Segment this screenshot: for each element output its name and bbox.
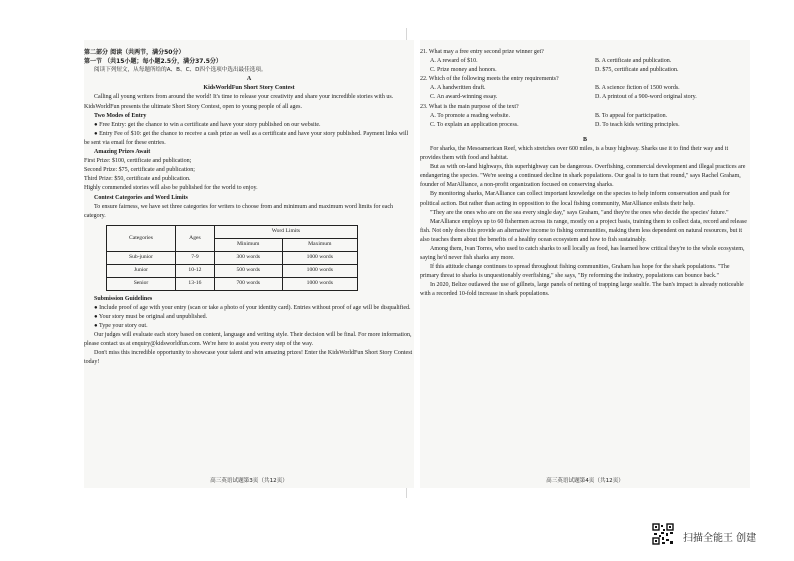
passage-b-paragraph-8: In 2020, Belize outlawed the use of gillnets, large panels of netting of trapping large sealife. The ban's impact is already noticeable with a recorded 10-fold increase in shark populations. [420, 282, 744, 298]
instruction: 阅读下列短文，从每题所给的A、B、C、D四个选项中选出最佳选项。 [94, 67, 267, 74]
page-footer-left: 高三英语试题第3页（共12页） [210, 478, 288, 484]
table-cell-category: Sub-junior [107, 251, 176, 264]
qr-code-icon [652, 523, 674, 545]
passage-b-paragraph-3: By monitoring sharks, MarAlliance can collect important knowledge on the species to help inform conservation and push for political action. But rather than acting in opposition to the local fishing community, MarAlliance enlists their help. [420, 191, 730, 207]
option-a: A. A reward of $10. [430, 58, 478, 65]
table-header-minimum: Minimum [214, 238, 282, 251]
page-footer-right: 高三英语试题第4页（共12页） [546, 478, 624, 484]
section-subtitle: 第一节 （共15小题；每小题2.5分，满分37.5分） [84, 58, 222, 66]
closing-paragraph: Don't miss this incredible opportunity to showcase your talent and win amazing prizes! Enter the KidsWorldFun Short Story Contest today! [84, 350, 413, 366]
table-header-categories: Categories [107, 225, 176, 251]
option-d: D. To teach kids writing principles. [595, 121, 680, 128]
page-right [420, 40, 750, 488]
table-cell-maximum: 1000 words [282, 277, 357, 290]
option-a: A. A handwritten draft. [430, 85, 486, 92]
judges-paragraph: Our judges will evaluate each story based on content, language and writing style. Their decision will be final. For more information, please contact us at enquiry@kidsworldfun.com. We're here to assist you every step of the way. [84, 332, 412, 348]
passage-letter-a: A [246, 76, 252, 83]
table-row [107, 277, 358, 290]
passage-b-paragraph-4: "They are the ones who are on the sea every single day," says Graham, "and they're the ones who decide the species' future." [430, 209, 729, 216]
option-a: A. To promote a reading website. [430, 112, 510, 119]
page-left-content [84, 48, 414, 368]
prize-first: First Prize: $100, certificate and publication; [84, 158, 192, 165]
table-cell-category: Junior [107, 264, 176, 277]
passage-b-paragraph-6: Among them, Ivan Torres, who used to catch sharks to sell locally as food, has learned how critical they're to the whole ecosystem, saying he'd never fish sharks any more. [420, 245, 745, 262]
prize-second: Second Prize: $75, certificate and publication; [84, 167, 195, 174]
passage-b-paragraph-2: But as with on-land highways, this superhighway can be dangerous. Overfishing, commercial development and illegal practices are endangering the species. "We're seeing a continued decline in shark populations. Our goal is to turn that round," says Rachel Graham, founder of MarAlliance, a non-profit organization focused on conserving sharks. [420, 164, 746, 189]
question-22: 22. Which of the following meets the entry requirements? [420, 76, 559, 83]
table-header-word-limits: Word Limits [214, 225, 357, 238]
prizes-heading: Amazing Prizes Await [94, 149, 151, 156]
page-left [84, 40, 414, 488]
mode-free-entry: ● Free Entry: get the chance to win a certificate and have your story published on our website. [94, 121, 321, 128]
guideline-proof-of-age: ● Include proof of age with your entry (scan or take a photo of your identity card). Entries without proof of age will be disqualified. [94, 304, 411, 311]
table-row [107, 264, 358, 277]
categories-heading: Contest Categories and Word Limits [94, 194, 188, 201]
option-d: D. A printout of a 900-word original story. [595, 94, 697, 101]
question-21-options [420, 57, 750, 75]
option-c: C. Prize money and honors. [430, 67, 497, 74]
guideline-original: ● Your story must be original and unpublished. [94, 313, 208, 320]
passage-b-paragraph-7: If this attitude change continues to spread throughout fishing communities, Graham has hope for the shark populations. "The primary threat to sharks is unquestionably overfishing," she says, "By reforming the industry, populations can bounce back." [420, 264, 730, 280]
table-cell-minimum: 700 words [214, 277, 282, 290]
word-limits-table [106, 225, 358, 291]
table-cell-minimum: 500 words [214, 264, 282, 277]
table-row [107, 251, 358, 264]
question-22-options [420, 84, 750, 102]
option-b: B. A science fiction of 1500 words. [595, 85, 680, 92]
option-c: C. To explain an application process. [430, 121, 519, 128]
table-cell-ages: 7-9 [175, 251, 214, 264]
question-21: 21. What may a free entry second prize winner get? [420, 49, 544, 55]
passage-b-paragraph-5: MarAlliance employs up to 60 fishermen across its range, mostly on a project basis, training them to collect data, record and release fish. Not only does this provide an alternative income to fishing communities, making them less dependent on natural resources, but it also teaches them about the benefits of a healthy ocean ecosystem and how to fish sustainably. [420, 218, 747, 243]
option-c: C. An award-winning essay. [430, 94, 498, 101]
question-23: 23. What is the main purpose of the text? [420, 103, 519, 110]
option-d: D. $75, certificate and publication. [595, 67, 679, 74]
question-23-options [420, 112, 750, 130]
modes-heading: Two Modes of Entry [94, 112, 147, 119]
table-cell-maximum: 1000 words [282, 264, 357, 277]
option-b: B. To appeal for participation. [595, 112, 668, 119]
table-cell-category: Senior [107, 277, 176, 290]
prize-third: Third Prize: $50, certificate and publication. [84, 176, 191, 183]
guideline-typed: ● Type your story out. [94, 323, 148, 330]
table-cell-maximum: 1000 words [282, 251, 357, 264]
table-header-maximum: Maximum [282, 238, 357, 251]
section-title: 第二部分 阅读（共两节，满分50分） [84, 49, 185, 56]
prize-note: Highly commended stories will also be published for the world to enjoy. [84, 185, 258, 192]
guidelines-heading: Submission Guidelines [94, 295, 153, 302]
passage-title: KidsWorldFun Short Story Contest [203, 85, 295, 92]
table-cell-ages: 13-16 [175, 277, 214, 290]
mode-fee-entry: ● Entry Fee of $10: get the chance to receive a cash prize as well as a certificate and have your story published. Payment links will be sent via email for these entries. [84, 130, 409, 146]
option-b: B. A certificate and publication. [595, 58, 672, 65]
scanner-watermark-label: 扫描全能王 创建 [683, 533, 757, 544]
table-cell-minimum: 300 words [214, 251, 282, 264]
table-header-ages: Ages [175, 225, 214, 251]
intro-paragraph: Calling all young writers from around the world! It's time to release your creativity and share your incredible stories with us. KidsWorldFun presents the ultimate Short Story Contest, open to young people of all ages. [84, 94, 394, 110]
page-right-content [420, 48, 750, 300]
passage-letter-b: B [582, 136, 587, 143]
table-cell-ages: 10-12 [175, 264, 214, 277]
passage-b-paragraph-1: For sharks, the Mesoamerican Reef, which stretches over 600 miles, is a busy highway. Sharks use it to find their way and it provides them with food and habitat. [420, 145, 729, 162]
categories-intro: To ensure fairness, we have set three categories for writers to choose from and minimum and maximum word limits for each category. [84, 203, 393, 219]
